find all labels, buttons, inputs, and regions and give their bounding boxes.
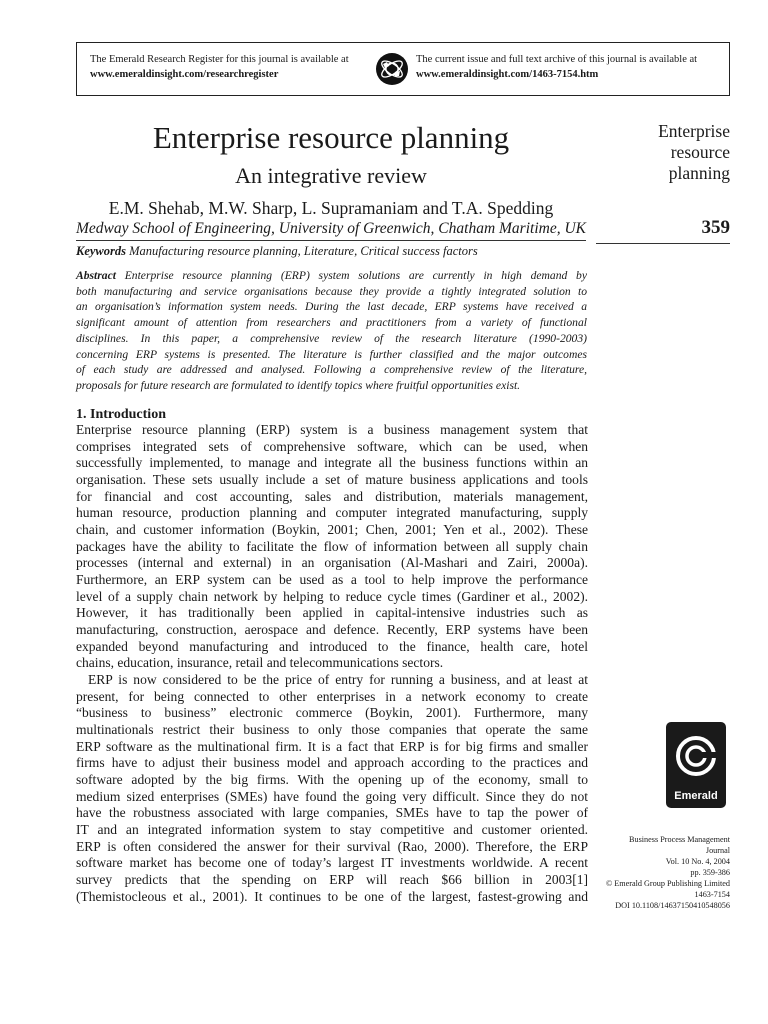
article-title: Enterprise resource planning <box>152 120 510 155</box>
journal-info <box>588 834 730 911</box>
journal-info-line: © Emerald Group Publishing Limited <box>605 879 730 888</box>
abstract-line: concerning ERP systems is presented. The literature is further classified and the major outcomes <box>76 347 587 361</box>
text-line: “business to business” electronic commerce (Boykin, 2001). Furthermore, many <box>76 705 588 721</box>
text-line: software adopted by the big firms. With the opening up of the economy, small to <box>76 771 588 787</box>
register-left-url[interactable]: www.emeraldinsight.com/researchregister <box>90 69 279 80</box>
text-line: organisation. These sets usually include a set of mature business applications and tools <box>76 471 588 487</box>
text-line: However, it has traditionally been applied in capital-intensive industries such as <box>76 605 588 621</box>
text-line: ERP software as the multinational firm. It is a fact that ERP is for big firms and smaller <box>76 738 588 754</box>
keywords-label: Keywords <box>76 244 126 258</box>
text-line: have the robustness associated with large companies, SMEs have to tap the power of <box>76 805 588 821</box>
text-line: Furthermore, an ERP system can be used as a tool to help improve the performance <box>76 571 588 587</box>
text-line: medium sized enterprises (SMEs) have found the going very difficult. Since they do not <box>76 788 588 804</box>
text-line: chains, education, insurance, retail and telecommunications sectors. <box>76 655 444 671</box>
text-line: chain, and customer information (Boykin, 2001; Chen, 2001; Yen et al., 2002). These <box>76 521 588 537</box>
abstract-line: proposals for future research are formulated to identify topics where fruitful opportunities exist. <box>76 378 521 392</box>
register-banner <box>76 42 730 96</box>
abstract-line: significant amount of attention from researchers and practitioners from a variety of functional <box>76 316 587 330</box>
page-number: 359 <box>701 217 730 238</box>
emerald-logo-text: Emerald <box>674 790 718 802</box>
section-heading: 1. Introduction <box>76 407 166 422</box>
register-right-text: The current issue and full text archive of this journal is available at <box>416 54 698 65</box>
abstract-line: both manufacturing and service organisations because they provide a tightly integrated solution to <box>76 284 587 298</box>
journal-info-line: 1463-7154 <box>694 890 730 899</box>
text-line: ERP is often considered the answer for their survival (Rao, 2000). Therefore, the ERP <box>76 838 588 854</box>
journal-info-line: DOI 10.1108/14637150410548056 <box>615 901 730 910</box>
abstract-line: disciplines. In this paper, a comprehensive review of the research literature (1990-2003) <box>76 331 587 345</box>
text-line: survey predicts that the spending on ERP will reach $66 billion in 2003[1] <box>76 871 588 887</box>
text-line: successfully implemented, to manage and integrate all the business functions within an <box>76 455 588 471</box>
abstract-line: Abstract Enterprise resource planning (ERP) system solutions are currently in high demand by <box>76 269 587 282</box>
register-right <box>416 52 728 82</box>
text-line: software market has become one of today’s largest IT investments worldwide. A recent <box>76 855 588 871</box>
running-head <box>596 121 730 184</box>
article-subtitle: An integrative review <box>235 163 427 188</box>
emerald-logo <box>666 722 726 808</box>
abstract <box>76 268 587 394</box>
text-line: Enterprise resource planning (ERP) system is a business management system that <box>76 422 588 437</box>
text-line: level of a supply chain network by helping to reduce cycle times (Gardiner et al., 2002). <box>76 588 588 604</box>
running-head-line: resource <box>670 142 730 162</box>
text-line: ERP is now considered to be the price of entry for running a business, and at least at <box>88 672 588 687</box>
text-line: human resource, production planning and computer integrated manufacturing, supply <box>76 505 588 521</box>
journal-info-line: Vol. 10 No. 4, 2004 <box>665 857 730 866</box>
keywords <box>76 243 586 260</box>
text-line: present, for being connected to other enterprises in a network economy to create <box>76 688 588 704</box>
text-line: packages have the ability to facilitate the flow of information between all supply chain <box>76 538 588 554</box>
text-line: multinationals restrict their business to only those companies that operate the same <box>76 721 588 737</box>
margin-divider <box>596 243 730 244</box>
abstract-line: of each study are addressed and analysed. Following a comprehensive review of the literature, <box>76 363 587 377</box>
journal-info-line: Journal <box>705 846 730 855</box>
journal-info-line: Business Process Management <box>629 835 730 844</box>
paragraph-1 <box>76 422 588 672</box>
text-line: manufacturing, construction, aerospace and defence. Recently, ERP systems have been <box>76 621 588 637</box>
keywords-text: Manufacturing resource planning, Literature, Critical success factors <box>129 244 478 258</box>
article-affiliation: Medway School of Engineering, University of Greenwich, Chatham Maritime, UK <box>76 220 586 237</box>
text-line: for financial and cost accounting, sales and distribution, materials management, <box>76 488 588 504</box>
abstract-label: Abstract <box>76 269 125 282</box>
text-line: IT and an integrated information system to stay competitive and customer oriented. <box>76 821 588 837</box>
text-line: (Themistocleous et al., 2001). It continues to be one of the largest, fastest-growing and <box>76 888 588 904</box>
register-left <box>90 52 375 82</box>
running-head-line: Enterprise <box>658 121 730 141</box>
text-line: comprises integrated sets of comprehensive software, which can be used, when <box>76 438 588 454</box>
text-line: expanded beyond manufacturing and introduced to the finance, health care, hotel <box>76 638 588 654</box>
register-right-url[interactable]: www.emeraldinsight.com/1463-7154.htm <box>416 69 599 80</box>
register-left-text: The Emerald Research Register for this journal is available at <box>90 54 349 65</box>
globe-icon <box>375 52 409 86</box>
running-head-line: planning <box>668 163 730 183</box>
article-authors: E.M. Shehab, M.W. Sharp, L. Supramaniam and T.A. Spedding <box>108 198 554 218</box>
title-divider <box>76 240 586 241</box>
text-line: firms have to adjust their business model and approach according to the practices and <box>76 755 588 771</box>
paragraph-2 <box>76 672 588 905</box>
journal-info-line: pp. 359-386 <box>690 868 730 877</box>
text-line: processes (internal and external) in an organisation (Al-Mashari and Zairi, 2000a). <box>76 555 588 571</box>
abstract-line: an organisation’s information system needs. During the last decade, ERP systems have received a <box>76 300 587 314</box>
